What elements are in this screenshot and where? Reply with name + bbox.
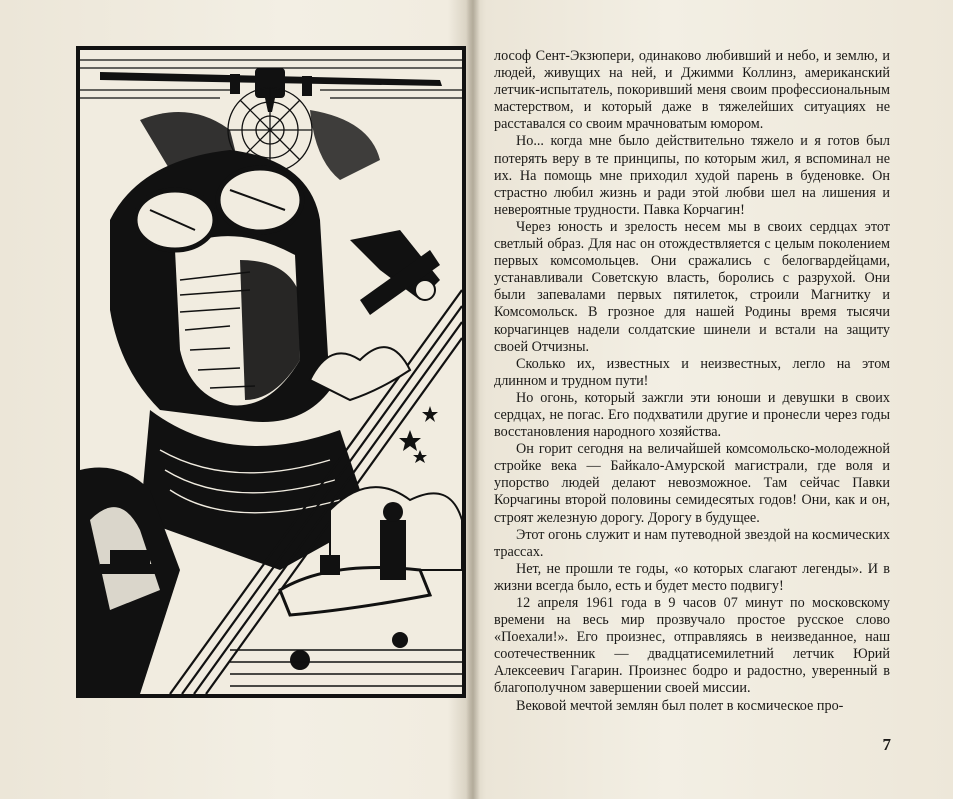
illustration-graphic bbox=[80, 50, 462, 694]
paragraph: Он горит сегодня на величайшей комсомольско-молодежной стройке века — Байкало-Амурской магистрали, где воля и упорство людей делают невозможное. Там сейчас Павки Корчагины второй половины семидесятых годов! Они, как и он, строят железную дорогу. Дорогу в будущее. bbox=[494, 441, 890, 526]
paragraph: Через юность и зрелость несем мы в своих сердцах этот светлый образ. Для нас он отождествляется с целым поколением первых комсомольцев. Они сражались с белогвардейцами, устанавливали Советскую власть, боролись с разрухой. Они были запевалами первых пятилеток, строили Магнитку и Комсомольск. В грозное для нашей Родины время тысячи корчагинцев надели солдатские шинели и встали на защиту своей Отчизны. bbox=[494, 218, 890, 355]
paragraph: Но огонь, который зажгли эти юноши и девушки в своих сердцах, не погас. Его подхватили другие и пронесли через годы восстановления народного хозяйства. bbox=[494, 389, 890, 441]
pilot-illustration bbox=[76, 46, 466, 698]
paragraph: Сколько их, известных и неизвестных, легло на этом длинном и трудном пути! bbox=[494, 355, 890, 389]
right-page bbox=[480, 0, 953, 799]
body-text bbox=[494, 48, 890, 715]
page-number: 7 bbox=[882, 735, 891, 754]
paragraph: 12 апреля 1961 года в 9 часов 07 минут по московскому времени на весь мир прозвучало простое русское слово «Поехали!». Его произнес, отправляясь в неизведанное, наш соотечественник — двадцатисемилетний летчик Юрий Алексеевич Гагарин. Произнес бодро и радостно, уверенный в благополучном завершении своей миссии. bbox=[494, 595, 890, 697]
left-page bbox=[0, 0, 470, 799]
paragraph: Нет, не прошли те годы, «о которых слагают легенды». И в жизни всегда было, есть и будет место подвигу! bbox=[494, 560, 890, 594]
book-gutter bbox=[466, 0, 480, 799]
paragraph: Вековой мечтой землян был полет в космическое про- bbox=[516, 697, 844, 714]
paragraph: лософ Сент-Экзюпери, одинаково любивший и небо, и землю, и людей, живущих на ней, и Джимми Коллинз, американский летчик-испытатель, покоривший меня своим профессиональным мастерством, и который даже в тяжелейших ситуациях не расставался со своим мрачноватым юмором. bbox=[494, 48, 890, 133]
paragraph: Этот огонь служит и нам путеводной звездой на космических трассах. bbox=[494, 526, 890, 560]
paragraph: Но... когда мне было действительно тяжело и я готов был потерять веру в те принципы, по которым жил, я вспоминал не их. На помощь мне приходил худой парень в буденовке. Он страстно любил жизнь и ради этой любви шел на лишения и невероятные трудности. Павка Корчагин! bbox=[494, 133, 890, 218]
